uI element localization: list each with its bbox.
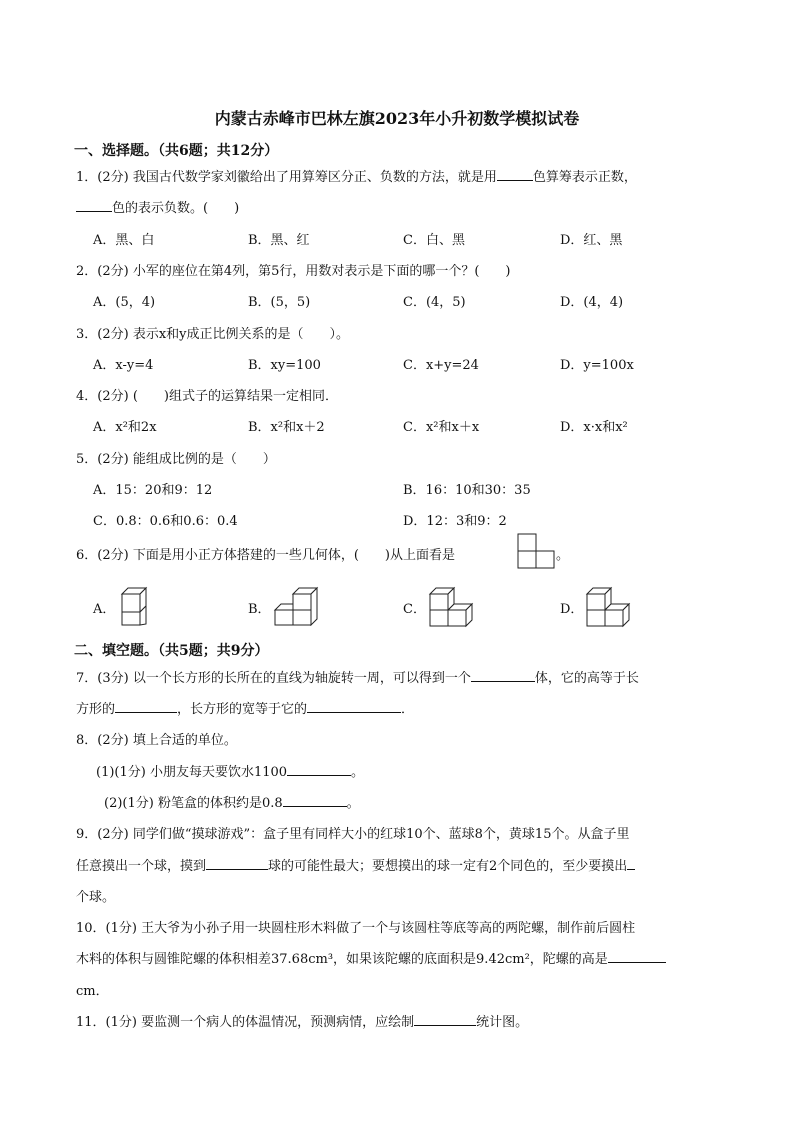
cube-figure-c-icon (428, 584, 476, 628)
page-title: 内蒙古赤峰市巴林左旗2023年小升初数学模拟试卷 (214, 109, 580, 128)
question-1-text-2: 色算筹表示正数， (532, 170, 637, 185)
option-d[interactable]: D．x·x和x² (560, 420, 628, 435)
answer-blank[interactable] (115, 700, 177, 713)
answer-blank[interactable] (471, 669, 535, 682)
option-c[interactable]: C．0.8：0.6和0.6：0.4 (93, 514, 238, 529)
question-7 (76, 667, 639, 686)
question-7-text-5: ． (401, 702, 415, 717)
question-9-line3: 个球。 (76, 890, 116, 905)
question-8-sub1-end: 。 (351, 765, 365, 780)
question-10-line2 (76, 948, 666, 967)
answer-blank[interactable] (627, 857, 635, 870)
option-c[interactable]: C． (403, 602, 426, 617)
option-d[interactable]: D． (560, 602, 584, 617)
question-9-line2 (76, 855, 635, 874)
option-b[interactable]: B．x²和x＋2 (248, 420, 325, 435)
question-4: 4．(2分) ( )组式子的运算结果一定相同． (76, 389, 338, 404)
question-6-text: 6．(2分) 下面是用小正方体搭建的一些几何体，( )从上面看是 (76, 548, 455, 563)
question-8-sub2-text: (2)(1分) 粉笔盒的体积约是0.8 (104, 796, 283, 811)
option-a[interactable]: A．x²和2x (93, 420, 157, 435)
answer-blank[interactable] (287, 763, 351, 776)
question-11 (76, 1011, 528, 1030)
option-c[interactable]: C．x+y=24 (403, 358, 479, 373)
question-10-text-2: 木料的体积与圆锥陀螺的体积相差37.68cm³，如果该陀螺的底面积是9.42cm²，陀螺的高是 (76, 952, 608, 967)
option-d[interactable]: D．y=100x (560, 358, 634, 373)
question-8-sub1 (96, 761, 364, 780)
question-10: 10．(1分) 王大爷为小孙子用一块圆柱形木料做了一个与该圆柱等底等高的两陀螺，制作前后圆柱 (76, 921, 636, 936)
option-b[interactable]: B．xy=100 (248, 358, 321, 373)
option-c[interactable]: C．白、黑 (403, 233, 465, 248)
option-b[interactable]: B． (248, 602, 271, 617)
option-a[interactable]: A．(5，4) (93, 295, 156, 310)
option-d[interactable]: D．(4，4) (560, 295, 624, 310)
question-8-sub1-text: (1)(1分) 小朋友每天要饮水1100 (96, 765, 288, 780)
question-1-text-3: 色的表示负数。( ) (112, 201, 240, 216)
section-heading-choice: 一、选择题。（共6题；共12分） (74, 143, 279, 159)
question-1-text: 1．(2分) 我国古代数学家刘徽给出了用算筹区分正、负数的方法，就是用 (76, 170, 497, 185)
question-9-text-3: 球的可能性最大；要想摸出的球一定有2个同色的，至少要摸出 (268, 859, 628, 874)
question-7-text: 7．(3分) 以一个长方形的长所在的直线为轴旋转一周，可以得到一个 (76, 671, 471, 686)
option-d[interactable]: D．红、黑 (560, 233, 623, 248)
cube-figure-a-icon (118, 584, 152, 626)
answer-blank[interactable] (206, 857, 268, 870)
question-11-text-2: 统计图。 (476, 1015, 529, 1030)
option-b[interactable]: B．16：10和30：35 (403, 483, 531, 498)
question-8: 8．(2分) 填上合适的单位。 (76, 733, 237, 748)
option-b[interactable]: B．(5，5) (248, 295, 311, 310)
question-3: 3．(2分) 表示x和y成正比例关系的是（ ）。 (76, 327, 349, 342)
option-a[interactable]: A．黑、白 (93, 233, 155, 248)
answer-blank[interactable] (76, 199, 112, 212)
question-10-line3: cm． (76, 984, 109, 999)
option-d[interactable]: D．12：3和9：2 (403, 514, 507, 529)
question-1 (76, 166, 637, 185)
question-6-end: 。 (556, 548, 570, 563)
option-c[interactable]: C．(4，5) (403, 295, 466, 310)
cube-figure-d-icon (585, 584, 633, 628)
answer-blank[interactable] (283, 794, 347, 807)
question-7-text-3: 方形的 (76, 702, 116, 717)
question-1-line2 (76, 197, 239, 216)
question-8-sub2-end: 。 (346, 796, 360, 811)
question-7-text-2: 体，它的高等于长 (534, 671, 639, 686)
option-a[interactable]: A．15：20和9：12 (93, 483, 213, 498)
question-7-text-4: ，长方形的宽等于它的 (177, 702, 308, 717)
question-7-line2 (76, 698, 414, 717)
option-a[interactable]: A．x-y=4 (93, 358, 154, 373)
answer-blank[interactable] (608, 950, 666, 963)
answer-blank[interactable] (307, 700, 401, 713)
option-b[interactable]: B．黑、红 (248, 233, 310, 248)
answer-blank[interactable] (414, 1013, 476, 1026)
answer-blank[interactable] (497, 168, 533, 181)
section-heading-fill: 二、填空题。（共5题；共9分） (74, 643, 269, 659)
option-c[interactable]: C．x²和x＋x (403, 420, 480, 435)
question-9-text-2: 任意摸出一个球，摸到 (76, 859, 207, 874)
top-view-figure (517, 533, 555, 569)
question-11-text: 11．(1分) 要监测一个病人的体温情况，预测病情，应绘制 (76, 1015, 415, 1030)
question-8-sub2 (104, 792, 360, 811)
question-9: 9．(2分) 同学们做“摸球游戏”：盒子里有同样大小的红球10个、蓝球8个，黄球15个。从盒子里 (76, 827, 630, 842)
question-6 (76, 544, 455, 563)
question-2: 2．(2分) 小军的座位在第4列，第5行，用数对表示是下面的哪一个？( ) (76, 264, 511, 279)
question-5: 5．(2分) 能组成比例的是（ ） (76, 452, 276, 467)
cube-figure-b-icon (273, 584, 323, 626)
option-a[interactable]: A． (93, 602, 116, 617)
